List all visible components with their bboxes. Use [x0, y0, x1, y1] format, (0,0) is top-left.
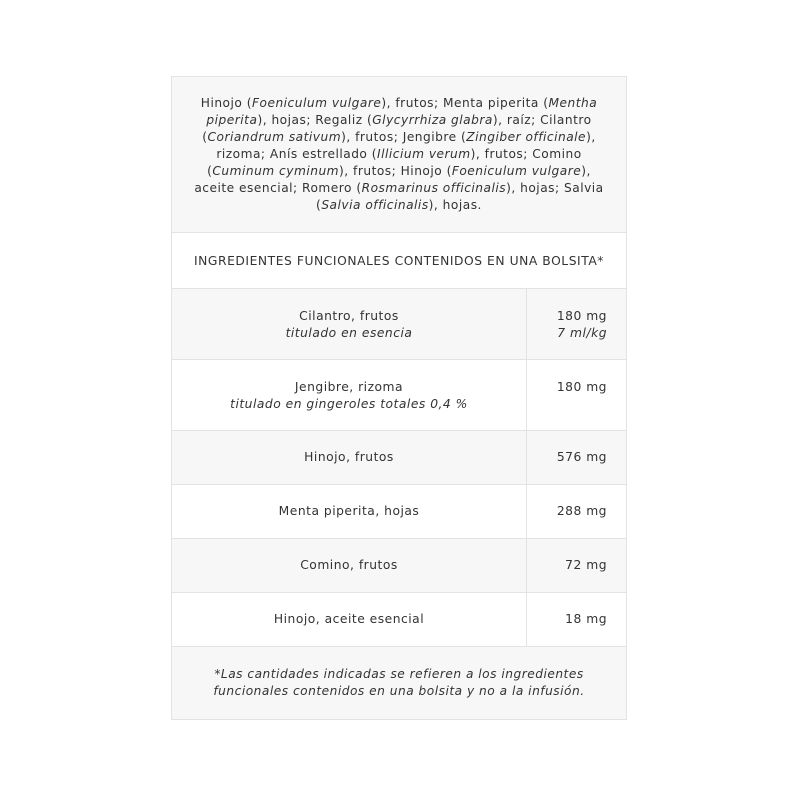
composition-segment: ), frutos; Menta piperita ( — [381, 96, 549, 110]
ingredient-name-cell — [172, 539, 527, 592]
ingredient-name: Hinojo, frutos — [304, 450, 394, 464]
composition-segment: Hinojo ( — [200, 96, 252, 110]
ingredient-name: Cilantro, frutos — [299, 309, 399, 323]
botanical-name: Zingiber officinale — [466, 130, 587, 144]
ingredient-amount-cell — [527, 431, 626, 484]
ingredient-amount: 288 mg — [556, 504, 607, 518]
footnote: *Las cantidades indicadas se refieren a los ingredientes funcionales contenidos en una bolsita y no a la infusión. — [172, 647, 626, 719]
table-row — [172, 431, 626, 485]
ingredient-name-cell — [172, 360, 527, 430]
ingredients-table — [171, 76, 627, 720]
composition-text — [172, 77, 626, 233]
composition-segment: ), aceite esencial; Romero ( — [194, 164, 591, 195]
table-row — [172, 485, 626, 539]
table-row — [172, 593, 626, 647]
ingredient-name-cell — [172, 593, 527, 646]
composition-segment: ), raíz; Cilantro ( — [202, 113, 592, 144]
ingredient-name-cell — [172, 289, 527, 359]
ingredient-titration: titulado en gingeroles totales 0,4 % — [230, 397, 468, 411]
botanical-name: Salvia officinalis — [321, 198, 429, 212]
ingredient-amount-note: 7 ml/kg — [557, 326, 607, 340]
botanical-name: Mentha piperita — [206, 96, 598, 127]
botanical-name: Foeniculum vulgare — [451, 164, 582, 178]
ingredient-amount: 576 mg — [556, 450, 607, 464]
botanical-name: Coriandrum sativum — [207, 130, 342, 144]
table-row — [172, 360, 626, 431]
ingredient-name: Jengibre, rizoma — [294, 380, 404, 394]
table-row — [172, 539, 626, 593]
ingredient-name: Menta piperita, hojas — [278, 504, 420, 518]
botanical-name: Rosmarinus officinalis — [361, 181, 507, 195]
botanical-name: Glycyrrhiza glabra — [372, 113, 493, 127]
ingredient-amount-cell — [527, 485, 626, 538]
ingredient-amount: 18 mg — [565, 612, 607, 626]
ingredient-amount: 180 mg — [556, 380, 607, 394]
ingredient-amount-cell — [527, 360, 626, 430]
ingredient-amount-cell — [527, 539, 626, 592]
ingredient-name-cell — [172, 431, 527, 484]
table-row — [172, 289, 626, 360]
ingredient-amount-cell — [527, 289, 626, 359]
composition-segment: ), hojas. — [428, 198, 482, 212]
functional-ingredients-header: INGREDIENTES FUNCIONALES CONTENIDOS EN UNA BOLSITA* — [172, 233, 626, 289]
ingredient-name: Hinojo, aceite esencial — [273, 612, 425, 626]
composition-segment: ), rizoma; Anís estrellado ( — [216, 130, 596, 161]
composition-segment: ), hojas; Regaliz ( — [257, 113, 373, 127]
ingredient-name: Comino, frutos — [300, 558, 398, 572]
composition-segment: ), frutos; Hinojo ( — [339, 164, 452, 178]
ingredient-amount: 180 mg — [556, 309, 607, 323]
botanical-name: Cuminum cyminum — [212, 164, 340, 178]
ingredient-name-cell — [172, 485, 527, 538]
ingredient-titration: titulado en esencia — [285, 326, 413, 340]
ingredient-amount-cell — [527, 593, 626, 646]
composition-segment: ), hojas; Salvia ( — [316, 181, 604, 212]
composition-segment: ), frutos; Comino ( — [207, 147, 582, 178]
botanical-name: Foeniculum vulgare — [251, 96, 382, 110]
ingredient-amount: 72 mg — [565, 558, 607, 572]
composition-segment: ), frutos; Jengibre ( — [341, 130, 467, 144]
botanical-name: Illicium verum — [377, 147, 471, 161]
